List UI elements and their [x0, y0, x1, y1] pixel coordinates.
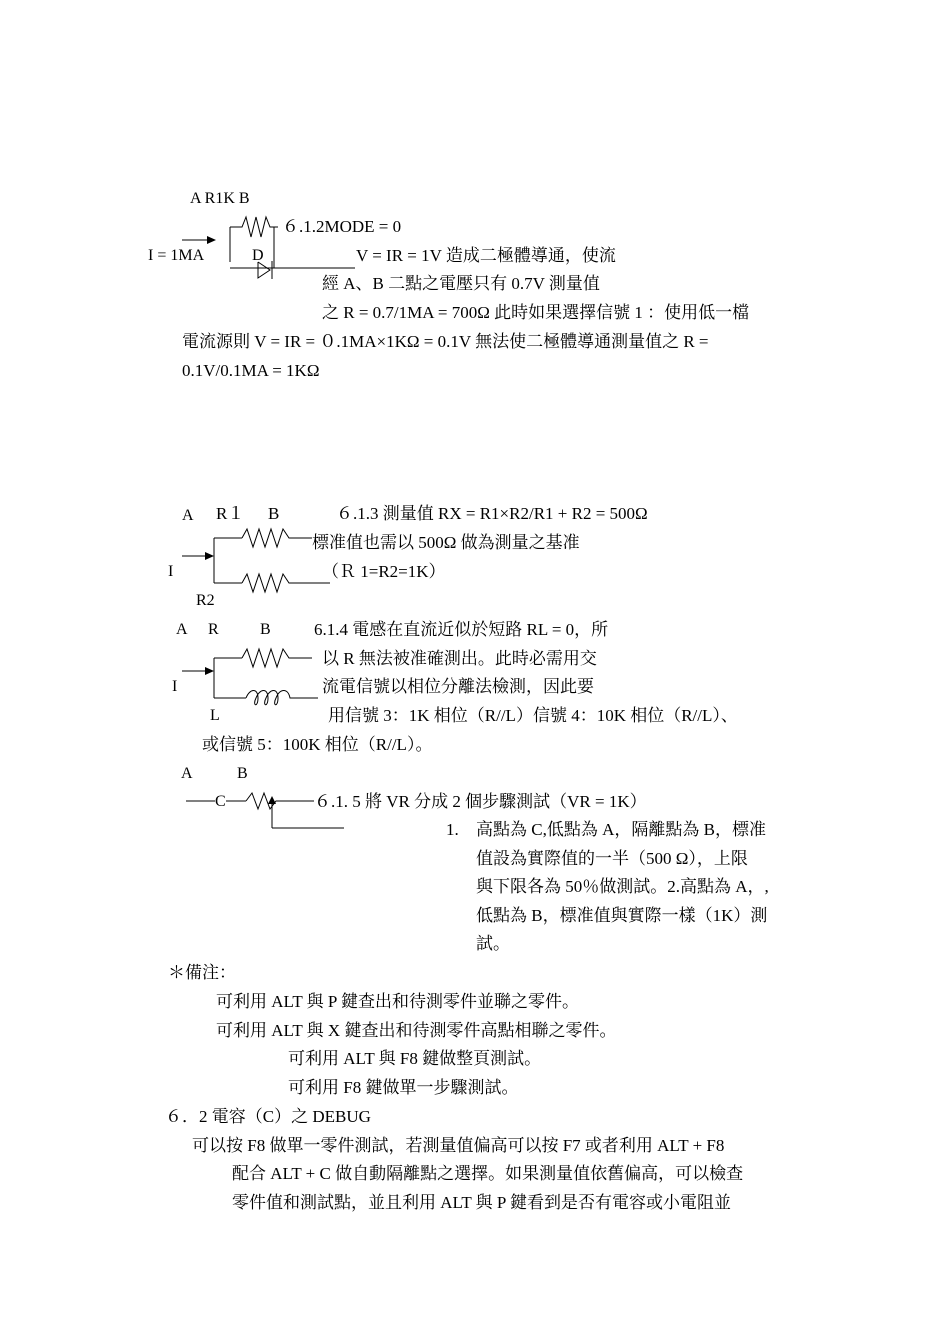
paragraph-line: 或信號 5：100K 相位（R//L）。: [202, 735, 433, 754]
vr-zigzag: [246, 793, 314, 809]
circuit-label-i: I: [168, 563, 174, 580]
list-item-line: 值設為實際值的一半（500 Ω），上限: [476, 849, 748, 868]
resistor-r2-zigzag: [242, 574, 330, 592]
circuit-label-b: B: [268, 504, 280, 523]
current-arrow-head: [207, 236, 216, 244]
list-item-line: 試。: [476, 934, 510, 953]
paragraph-line: （Ｒ 1=R2=1K）: [322, 562, 446, 581]
paragraph-line: 配合 ALT + C 做自動隔離點之選擇。如果測量值依舊偏高，可以檢查: [232, 1164, 744, 1183]
list-item-line: 高點為 C,低點為 A，隔離點為 B，標准: [476, 820, 766, 839]
paragraph-line: 以 R 無法被准確測出。此時必需用交: [322, 649, 597, 668]
resistor-r1k-zigzag: [230, 217, 278, 237]
circuit-label-b: B: [260, 621, 271, 638]
notes-title: ＊備注：: [168, 963, 236, 982]
paragraph-line: 電流源則 V = IR = ０.1MA×1KΩ = 0.1V 無法使二極體導通測量值之 R =: [182, 332, 709, 351]
section-heading-6-1-3: ６.1.3 測量值 RX = R1×R2/R1 + R2 = 500Ω: [336, 504, 648, 523]
paragraph-line: 流電信號以相位分離法檢測，因此要: [322, 677, 594, 696]
circuit-label-c: C: [215, 793, 226, 810]
circuit-label-a-r1k-b: A R1K B: [190, 190, 250, 207]
note-line: 可利用 F8 鍵做單一步驟測試。: [288, 1078, 519, 1097]
circuit-label-a: A: [181, 765, 193, 782]
circuit-label-a: A: [182, 507, 194, 524]
paragraph-line: V = IR = 1V 造成二極體導通，使流: [356, 246, 616, 265]
list-item-number: 1.: [446, 820, 459, 839]
paragraph-line: 用信號 3：1K 相位（R//L）信號 4：10K 相位（R//L）、: [328, 706, 738, 725]
paragraph-line: 標准值也需以 500Ω 做為測量之基准: [312, 533, 580, 552]
inductor-l-coil: [246, 691, 318, 705]
paragraph-line: 可以按 F8 做單一零件測試，若測量值偏高可以按 F7 或者利用 ALT + F8: [192, 1136, 725, 1155]
circuit-label-r2: R2: [196, 592, 215, 609]
section-heading-6-1-5: ６.1. 5 將 VR 分成 2 個步驟測試（VR = 1K）: [314, 792, 647, 811]
note-line: 可利用 ALT 與 F8 鍵做整頁測試。: [288, 1049, 542, 1068]
circuit-label-current: I = 1MA: [148, 247, 205, 264]
paragraph-line: 0.1V/0.1MA = 1KΩ: [182, 361, 320, 380]
section-heading-6-2: ６．2 電容（C）之 DEBUG: [165, 1107, 371, 1126]
circuit-label-i: I: [172, 678, 178, 695]
resistor-r1-zigzag: [242, 529, 312, 547]
circuit-label-l: L: [210, 707, 220, 724]
section-heading-6-1-4: 6.1.4 電感在直流近似於短路 RL = 0，所: [314, 620, 609, 639]
section-heading-6-1-2: ６.1.2MODE = 0: [282, 217, 402, 236]
current-arrow-head: [205, 552, 214, 560]
wiper-arrow-head: [268, 796, 276, 804]
paragraph-line: 零件值和測試點，並且利用 ALT 與 P 鍵看到是否有電容或小電阻並: [232, 1193, 732, 1212]
list-item-line: 低點為 B，標准值與實際一樣（1K）測: [476, 906, 768, 925]
paragraph-line: 經 A、B 二點之電壓只有 0.7V 測量值: [322, 274, 600, 293]
note-line: 可利用 ALT 與 P 鍵查出和待測零件並聯之零件。: [216, 992, 580, 1011]
circuit-label-diode: D: [252, 247, 264, 264]
current-arrow-head: [205, 667, 214, 675]
circuit-label-r: R: [208, 621, 219, 638]
paragraph-line: 之 R = 0.7/1MA = 700Ω 此時如果選擇信號 1 ：使用低一檔: [322, 303, 750, 322]
circuit-label-a: A: [176, 621, 188, 638]
resistor-r-zigzag: [242, 649, 312, 667]
list-item-line: 與下限各為 50％做測試。2.高點為 A，,: [476, 877, 769, 896]
note-line: 可利用 ALT 與 X 鍵查出和待測零件高點相聯之零件。: [216, 1021, 617, 1040]
circuit-label-b: B: [237, 765, 248, 782]
circuit-label-r1: R１: [216, 504, 245, 523]
